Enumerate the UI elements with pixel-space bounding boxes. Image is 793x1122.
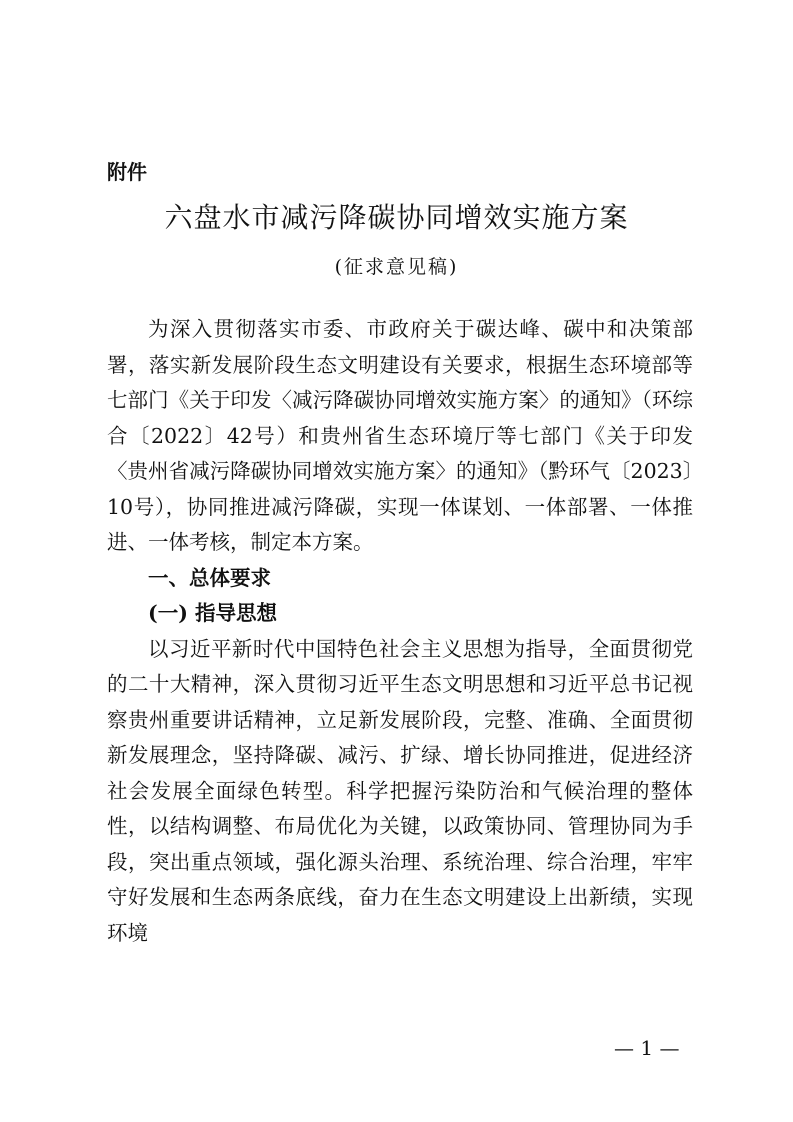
document-title: 六盘水市减污降碳协同增效实施方案 (164, 201, 629, 234)
attachment-label: 附件 (107, 160, 147, 184)
page-number: — 1 — (614, 1036, 680, 1060)
guiding-paragraph: 以习近平新时代中国特色社会主义思想为指导，全面贯彻党的二十大精神，深入贯彻习近平生态文明思想和习近平总书记视察贵州重要讲话精神，立足新发展阶段，完整、准确、全面贯彻新发展理念，坚持降碳、减污、扩绿、增长协同推进，促进经济社会发展全面绿色转型。科学把握污染防治和气候治理的整体性，以结构调整、布局优化为关键，以政策协同、管理协同为手段，突出重点领域，强化源头治理、系统治理、综合治理，牢牢守好发展和生态两条底线，奋力在生态文明建设上出新绩，实现环境 (107, 636, 693, 945)
subsection-heading: (一) 指导思想 (148, 601, 278, 625)
document-body (107, 312, 693, 951)
intro-paragraph: 为深入贯彻落实市委、市政府关于碳达峰、碳中和决策部署，落实新发展阶段生态文明建设有关要求，根据生态环境部等七部门《关于印发〈减污降碳协同增效实施方案〉的通知》（环综合〔2022〕42号）和贵州省生态环境厅等七部门《关于印发〈贵州省减污降碳协同增效实施方案〉的通知》（黔环气〔2023〕10号），协同推进减污降碳，实现一体谋划、一体部署、一体推进、一体考核，制定本方案。 (107, 317, 693, 554)
document-subtitle: (征求意见稿) (334, 256, 459, 278)
section-heading: 一、总体要求 (148, 565, 271, 590)
